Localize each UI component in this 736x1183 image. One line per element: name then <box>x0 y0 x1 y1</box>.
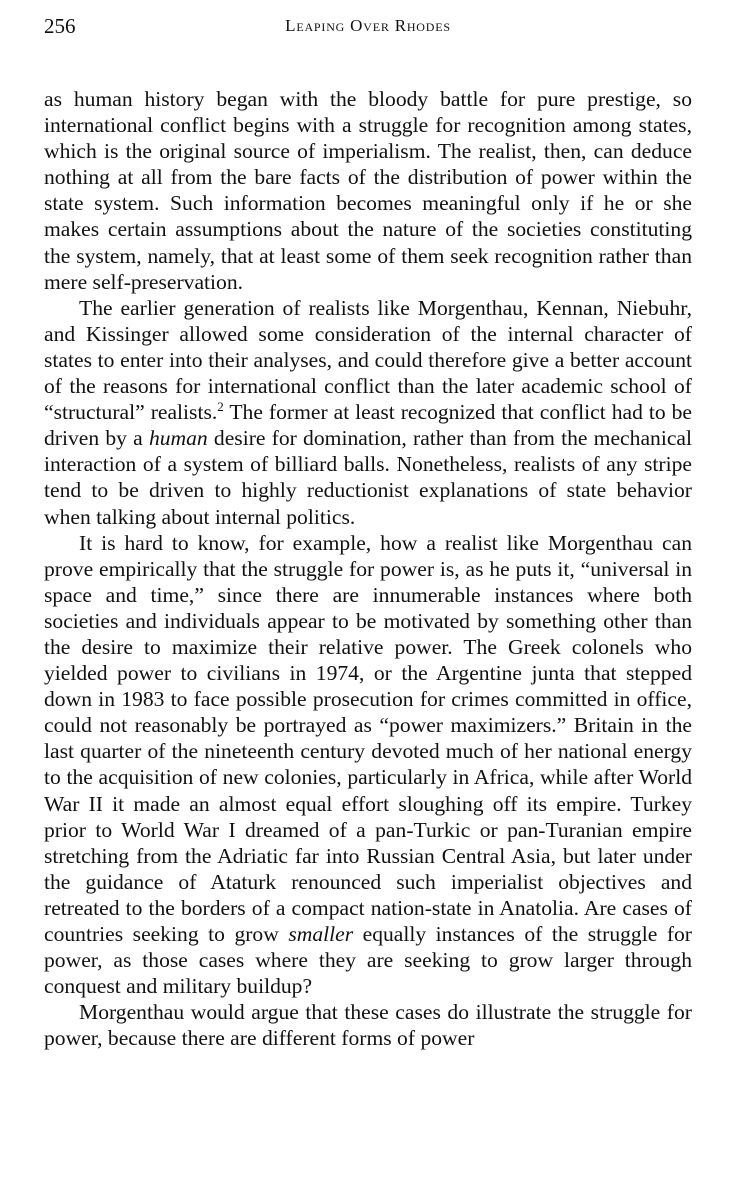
paragraph-3 <box>44 530 692 1000</box>
emphasis-smaller: smaller <box>288 922 354 946</box>
paragraph-2 <box>44 295 692 530</box>
paragraph-2-text-a: The earlier generation of realists like Morgenthau, Kennan, Niebuhr, and Kissinger allowed some consideration of the internal character of states to enter into their analyses, and could therefore give a better account of the reasons for international conflict than the later academic school of “structural” realists. <box>44 295 692 425</box>
body-text <box>44 86 692 1051</box>
paragraph-2-text-c: desire for domination, rather than from the mechanical interaction of a system of billiard balls. Nonetheless, realists of any stripe tend to be driven to highly reductionist explanations of state behavior when talking about internal politics. <box>44 426 692 529</box>
page-header <box>0 8 736 38</box>
page-number: 256 <box>44 14 76 38</box>
emphasis-human: human <box>148 426 208 451</box>
paragraph-4: Morgenthau would argue that these cases do illustrate the struggle for power, because there are different forms of power <box>44 1000 692 1051</box>
running-head: Leaping Over Rhodes <box>285 16 451 35</box>
paragraph-3-text-b: equally instances of the struggle for power, as those cases where they are seeking to grow larger through conquest and military buildup? <box>44 922 692 999</box>
footnote-marker: 2 <box>217 398 224 414</box>
paragraph-2-text-b: The former at least recognized that conflict had to be driven by a <box>44 400 692 451</box>
paragraph-3-text-a: It is hard to know, for example, how a realist like Morgenthau can prove empirically that the struggle for power is, as he puts it, “universal in space and time,” since there are innumerable instances where both societies and individuals appear to be motivated by something other than the desire to maximize their relative power. The Greek colonels who yielded power to civilians in 1974, or the Argentine junta that stepped down in 1983 to face possible prosecution for crimes committed in office, could not reasonably be portrayed as “power maximizers.” Britain in the last quarter of the nineteenth century devoted much of her national energy to the acquisition of new colonies, particularly in Africa, while after World War II it made an almost equal effort sloughing off its empire. Turkey prior to World War I dreamed of a pan-Turkic or pan-Turanian empire stretching from the Adriatic far into Russian Central Asia, but later under the guidance of Ataturk renounced such imperialist objectives and retreated to the borders of a compact nation-state in Anatolia. Are cases of countries seeking to grow <box>44 530 692 946</box>
paragraph-1: as human history began with the bloody battle for pure prestige, so international conflict begins with a struggle for recognition among states, which is the original source of imperialism. The realist, then, can deduce nothing at all from the bare facts of the distribution of power within the state system. Such information becomes meaningful only if he or she makes certain assumptions about the nature of the societies constituting the system, namely, that at least some of them seek recognition rather than mere self-preservation. <box>44 87 692 294</box>
